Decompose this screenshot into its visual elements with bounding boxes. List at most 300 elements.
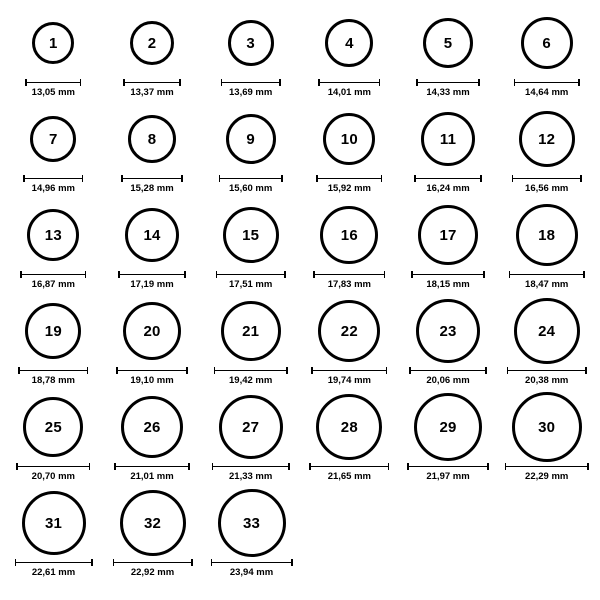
caliper-bar: [15, 562, 93, 564]
ring-circle-wrap: [228, 8, 274, 78]
caliper-tick-left: [409, 367, 411, 374]
caliper-icon: [214, 367, 288, 374]
ring-circle-wrap: [414, 392, 482, 462]
ring-size-cell[interactable]: [300, 296, 399, 386]
caliper-icon: [309, 463, 389, 470]
caliper-tick-right: [89, 463, 91, 470]
ring-measurement: [512, 175, 582, 194]
ring-size-number: 16: [340, 226, 358, 244]
ring-circle-wrap: [25, 296, 81, 366]
ring-size-cell[interactable]: [201, 296, 300, 386]
ring-measurement: [313, 271, 385, 290]
ring-size-cell[interactable]: [399, 8, 498, 98]
ring-size-cell[interactable]: [201, 104, 300, 194]
caliper-icon: [114, 463, 190, 470]
caliper-tick-right: [480, 175, 482, 182]
ring-circle-wrap: [221, 296, 281, 366]
ring-measurement: [407, 463, 489, 482]
caliper-icon: [318, 79, 380, 86]
caliper-icon: [514, 79, 580, 86]
caliper-tick-right: [388, 463, 390, 470]
caliper-tick-right: [181, 175, 183, 182]
ring-diameter-label: 22,29 mm: [525, 471, 569, 482]
caliper-tick-right: [478, 79, 480, 86]
ring-circle-icon: [22, 491, 86, 555]
caliper-icon: [221, 79, 281, 86]
caliper-icon: [411, 271, 485, 278]
caliper-tick-left: [313, 271, 315, 278]
caliper-tick-left: [114, 463, 116, 470]
caliper-tick-left: [514, 79, 516, 86]
ring-size-number: 4: [345, 34, 354, 52]
ring-circle-wrap: [325, 8, 373, 78]
ring-circle-icon: [514, 298, 580, 364]
caliper-icon: [219, 175, 283, 182]
ring-circle-wrap: [516, 200, 578, 270]
caliper-tick-right: [188, 463, 190, 470]
ring-circle-icon: [423, 18, 473, 68]
caliper-tick-right: [487, 463, 489, 470]
ring-row: [4, 8, 596, 104]
caliper-tick-left: [118, 271, 120, 278]
ring-measurement: [507, 367, 587, 386]
caliper-bar: [514, 82, 580, 84]
ring-measurement: [416, 79, 480, 98]
caliper-tick-left: [116, 367, 118, 374]
ring-diameter-label: 13,37 mm: [130, 87, 174, 98]
caliper-icon: [118, 271, 186, 278]
ring-size-number: 19: [44, 322, 62, 340]
caliper-tick-left: [212, 463, 214, 470]
caliper-tick-right: [286, 367, 288, 374]
ring-diameter-label: 21,97 mm: [426, 471, 470, 482]
caliper-tick-right: [184, 271, 186, 278]
ring-circle-wrap: [514, 296, 580, 366]
ring-circle-icon: [228, 20, 274, 66]
ring-circle-icon: [32, 22, 74, 64]
caliper-tick-right: [279, 79, 281, 86]
caliper-tick-right: [580, 175, 582, 182]
ring-diameter-label: 20,06 mm: [426, 375, 470, 386]
ring-size-number: 20: [143, 322, 161, 340]
caliper-tick-right: [291, 559, 293, 566]
ring-circle-wrap: [521, 8, 573, 78]
caliper-bar: [414, 178, 482, 180]
ring-circle-wrap: [27, 200, 79, 270]
ring-circle-icon: [30, 116, 76, 162]
caliper-icon: [116, 367, 188, 374]
ring-size-number: 33: [242, 514, 261, 532]
ring-circle-icon: [25, 303, 81, 359]
caliper-bar: [409, 370, 487, 372]
ring-size-number: 11: [439, 130, 457, 148]
ring-size-number: 26: [143, 418, 161, 436]
ring-diameter-label: 14,96 mm: [31, 183, 75, 194]
ring-diameter-label: 17,19 mm: [130, 279, 174, 290]
caliper-icon: [216, 271, 286, 278]
caliper-bar: [219, 178, 283, 180]
ring-circle-wrap: [125, 200, 179, 270]
ring-measurement: [23, 175, 83, 194]
ring-size-cell[interactable]: [497, 8, 596, 98]
ring-diameter-label: 13,69 mm: [229, 87, 273, 98]
caliper-tick-right: [583, 271, 585, 278]
caliper-bar: [23, 178, 83, 180]
caliper-tick-left: [23, 175, 25, 182]
ring-diameter-label: 23,94 mm: [229, 567, 274, 578]
caliper-icon: [16, 463, 90, 470]
ring-size-cell[interactable]: [4, 104, 103, 194]
ring-circle-wrap: [219, 392, 283, 462]
caliper-icon: [121, 175, 183, 182]
ring-size-number: 31: [44, 514, 63, 532]
ring-size-number: 10: [340, 130, 358, 148]
ring-size-cell[interactable]: [201, 392, 300, 482]
ring-size-number: 14: [143, 226, 161, 244]
ring-measurement: [123, 79, 181, 98]
ring-measurement: [25, 79, 81, 98]
caliper-bar: [407, 466, 489, 468]
ring-circle-icon: [226, 114, 276, 164]
caliper-tick-left: [309, 463, 311, 470]
caliper-icon: [507, 367, 587, 374]
caliper-tick-left: [416, 79, 418, 86]
ring-size-number: 27: [242, 418, 260, 436]
ring-size-number: 2: [147, 34, 157, 52]
ring-circle-icon: [421, 112, 475, 166]
ring-measurement: [116, 367, 188, 386]
ring-diameter-label: 19,74 mm: [327, 375, 371, 386]
ring-size-cell[interactable]: [103, 200, 202, 290]
ring-size-number: 28: [340, 418, 358, 436]
ring-diameter-label: 19,10 mm: [130, 375, 174, 386]
ring-measurement: [318, 79, 380, 98]
caliper-tick-right: [179, 79, 181, 86]
ring-circle-icon: [123, 302, 181, 360]
ring-size-cell[interactable]: [201, 200, 300, 290]
caliper-icon: [20, 271, 86, 278]
caliper-bar: [411, 274, 485, 276]
ring-measurement: [212, 463, 290, 482]
ring-measurement: [16, 463, 90, 482]
caliper-bar: [212, 466, 290, 468]
ring-size-cell[interactable]: [103, 488, 202, 578]
caliper-bar: [114, 466, 190, 468]
caliper-bar: [211, 562, 293, 564]
ring-diameter-label: 14,33 mm: [426, 87, 470, 98]
caliper-tick-right: [381, 175, 383, 182]
ring-circle-wrap: [226, 104, 276, 174]
ring-measurement: [411, 271, 485, 290]
ring-diameter-label: 15,60 mm: [229, 183, 273, 194]
caliper-tick-right: [82, 175, 84, 182]
caliper-bar: [507, 370, 587, 372]
ring-circle-wrap: [128, 104, 176, 174]
ring-diameter-label: 22,92 mm: [130, 567, 175, 578]
ring-circle-icon: [320, 206, 378, 264]
caliper-icon: [505, 463, 589, 470]
ring-circle-icon: [416, 299, 480, 363]
caliper-tick-left: [214, 367, 216, 374]
ring-circle-wrap: [121, 392, 183, 462]
ring-diameter-label: 19,42 mm: [229, 375, 273, 386]
ring-size-cell[interactable]: [399, 296, 498, 386]
caliper-icon: [15, 559, 93, 566]
ring-measurement: [219, 175, 283, 194]
caliper-icon: [113, 559, 193, 566]
ring-size-number: 1: [49, 34, 58, 52]
ring-size-cell[interactable]: [202, 488, 301, 578]
ring-diameter-label: 13,05 mm: [31, 87, 75, 98]
caliper-tick-left: [216, 271, 218, 278]
caliper-icon: [311, 367, 387, 374]
ring-measurement: [514, 79, 580, 98]
ring-diameter-label: 18,15 mm: [426, 279, 470, 290]
ring-diameter-label: 16,24 mm: [426, 183, 470, 194]
caliper-bar: [25, 82, 81, 84]
caliper-bar: [116, 370, 188, 372]
ring-size-number: 29: [439, 418, 457, 436]
caliper-bar: [214, 370, 288, 372]
caliper-tick-right: [91, 559, 93, 566]
ring-size-cell[interactable]: [4, 8, 103, 98]
caliper-bar: [221, 82, 281, 84]
caliper-tick-left: [16, 463, 18, 470]
caliper-tick-left: [15, 559, 17, 566]
caliper-icon: [409, 367, 487, 374]
caliper-tick-right: [284, 271, 286, 278]
caliper-tick-left: [25, 79, 27, 86]
caliper-tick-left: [18, 367, 20, 374]
caliper-tick-left: [221, 79, 223, 86]
caliper-tick-left: [509, 271, 511, 278]
ring-size-cell[interactable]: [103, 104, 202, 194]
ring-diameter-label: 21,65 mm: [327, 471, 371, 482]
ring-measurement: [414, 175, 482, 194]
ring-row: [4, 392, 596, 488]
caliper-tick-left: [411, 271, 413, 278]
ring-circle-wrap: [22, 488, 86, 558]
ring-size-cell[interactable]: [4, 200, 103, 290]
caliper-tick-right: [281, 175, 283, 182]
caliper-tick-left: [113, 559, 115, 566]
caliper-bar: [123, 82, 181, 84]
ring-diameter-label: 16,87 mm: [31, 279, 75, 290]
ring-measurement: [114, 463, 190, 482]
ring-size-cell[interactable]: [399, 200, 498, 290]
ring-size-cell[interactable]: [300, 200, 399, 290]
caliper-bar: [20, 274, 86, 276]
ring-diameter-label: 17,83 mm: [327, 279, 371, 290]
ring-size-number: 5: [443, 34, 453, 52]
caliper-icon: [407, 463, 489, 470]
ring-circle-icon: [519, 111, 575, 167]
caliper-icon: [416, 79, 480, 86]
ring-size-number: 6: [542, 34, 551, 52]
ring-size-cell[interactable]: [4, 392, 103, 482]
ring-circle-wrap: [318, 296, 380, 366]
caliper-bar: [216, 274, 286, 276]
ring-row: [4, 104, 596, 200]
ring-size-number: 30: [538, 418, 556, 436]
caliper-icon: [25, 79, 81, 86]
ring-size-number: 13: [44, 226, 62, 244]
caliper-icon: [211, 559, 293, 566]
ring-measurement: [214, 367, 288, 386]
ring-circle-icon: [27, 209, 79, 261]
ring-diameter-label: 21,33 mm: [229, 471, 273, 482]
ring-circle-wrap: [421, 104, 475, 174]
caliper-tick-left: [123, 79, 125, 86]
caliper-tick-left: [512, 175, 514, 182]
ring-diameter-label: 15,28 mm: [130, 183, 174, 194]
ring-circle-icon: [130, 21, 174, 65]
ring-size-cell[interactable]: [497, 104, 596, 194]
caliper-tick-right: [578, 79, 580, 86]
ring-measurement: [118, 271, 186, 290]
caliper-icon: [123, 79, 181, 86]
ring-circle-wrap: [512, 392, 582, 462]
ring-circle-wrap: [120, 488, 186, 558]
caliper-tick-right: [485, 367, 487, 374]
ring-size-number: 3: [246, 34, 255, 52]
ring-diameter-label: 21,01 mm: [130, 471, 174, 482]
ring-size-number: 7: [49, 130, 58, 148]
ring-circle-icon: [223, 207, 279, 263]
ring-circle-wrap: [416, 296, 480, 366]
caliper-tick-left: [318, 79, 320, 86]
ring-circle-icon: [219, 395, 283, 459]
ring-size-number: 22: [340, 322, 358, 340]
ring-size-cell[interactable]: [201, 8, 300, 98]
ring-circle-wrap: [320, 200, 378, 270]
ring-size-cell[interactable]: [103, 8, 202, 98]
ring-diameter-label: 20,38 mm: [525, 375, 569, 386]
caliper-bar: [311, 370, 387, 372]
ring-measurement: [216, 271, 286, 290]
ring-measurement: [311, 367, 387, 386]
ring-circle-wrap: [23, 392, 83, 462]
ring-circle-icon: [516, 204, 578, 266]
caliper-tick-left: [505, 463, 507, 470]
ring-circle-icon: [316, 394, 382, 460]
ring-diameter-label: 14,01 mm: [327, 87, 371, 98]
ring-size-number: 23: [439, 322, 457, 340]
ring-circle-icon: [121, 396, 183, 458]
caliper-icon: [509, 271, 585, 278]
ring-row: [4, 200, 596, 296]
caliper-tick-right: [585, 367, 587, 374]
ring-circle-wrap: [223, 200, 279, 270]
caliper-icon: [313, 271, 385, 278]
caliper-icon: [316, 175, 382, 182]
caliper-tick-left: [219, 175, 221, 182]
ring-circle-icon: [414, 393, 482, 461]
ring-circle-wrap: [30, 104, 76, 174]
ring-measurement: [509, 271, 585, 290]
ring-size-number: 8: [147, 130, 157, 148]
ring-diameter-label: 18,78 mm: [31, 375, 75, 386]
ring-size-cell[interactable]: [4, 296, 103, 386]
ring-diameter-label: 20,70 mm: [31, 471, 75, 482]
caliper-bar: [316, 178, 382, 180]
caliper-tick-right: [587, 463, 589, 470]
ring-circle-wrap: [423, 8, 473, 78]
ring-size-cell[interactable]: [497, 392, 596, 482]
ring-circle-icon: [218, 489, 286, 557]
ring-size-cell[interactable]: [497, 296, 596, 386]
ring-measurement: [211, 559, 293, 578]
ring-diameter-label: 22,61 mm: [31, 567, 76, 578]
caliper-tick-left: [507, 367, 509, 374]
ring-measurement: [113, 559, 193, 578]
caliper-tick-right: [87, 367, 89, 374]
ring-row: [4, 296, 596, 392]
ring-size-number: 32: [143, 514, 162, 532]
ring-size-cell[interactable]: [300, 392, 399, 482]
caliper-bar: [505, 466, 589, 468]
ring-circle-icon: [125, 208, 179, 262]
ring-circle-wrap: [32, 8, 74, 78]
caliper-tick-left: [311, 367, 313, 374]
ring-circle-wrap: [316, 392, 382, 462]
ring-diameter-label: 17,51 mm: [229, 279, 273, 290]
ring-size-cell[interactable]: [399, 104, 498, 194]
caliper-tick-right: [288, 463, 290, 470]
ring-size-number: 24: [538, 322, 556, 340]
caliper-tick-left: [407, 463, 409, 470]
ring-row: [4, 488, 596, 584]
caliper-bar: [318, 82, 380, 84]
ring-circle-icon: [23, 397, 83, 457]
ring-size-cell[interactable]: [4, 488, 103, 578]
ring-size-cell[interactable]: [399, 392, 498, 482]
caliper-tick-left: [316, 175, 318, 182]
caliper-bar: [121, 178, 183, 180]
caliper-tick-right: [386, 367, 388, 374]
ring-size-cell[interactable]: [103, 392, 202, 482]
caliper-tick-right: [483, 271, 485, 278]
ring-circle-icon: [325, 19, 373, 67]
caliper-tick-right: [80, 79, 82, 86]
ring-measurement: [309, 463, 389, 482]
ring-circle-icon: [323, 113, 375, 165]
ring-measurement: [221, 79, 281, 98]
caliper-bar: [16, 466, 90, 468]
ring-size-number: 21: [242, 322, 260, 340]
ring-size-number: 12: [538, 130, 556, 148]
caliper-icon: [18, 367, 88, 374]
caliper-tick-left: [414, 175, 416, 182]
ring-size-cell[interactable]: [300, 8, 399, 98]
ring-size-cell[interactable]: [103, 296, 202, 386]
ring-circle-wrap: [323, 104, 375, 174]
ring-measurement: [15, 559, 93, 578]
caliper-icon: [414, 175, 482, 182]
ring-measurement: [316, 175, 382, 194]
caliper-tick-left: [121, 175, 123, 182]
ring-measurement: [409, 367, 487, 386]
ring-circle-wrap: [418, 200, 478, 270]
caliper-bar: [313, 274, 385, 276]
caliper-tick-right: [186, 367, 188, 374]
ring-diameter-label: 14,64 mm: [525, 87, 569, 98]
ring-size-cell[interactable]: [300, 104, 399, 194]
ring-circle-icon: [318, 300, 380, 362]
ring-size-cell[interactable]: [497, 200, 596, 290]
caliper-tick-right: [379, 79, 381, 86]
ring-measurement: [20, 271, 86, 290]
